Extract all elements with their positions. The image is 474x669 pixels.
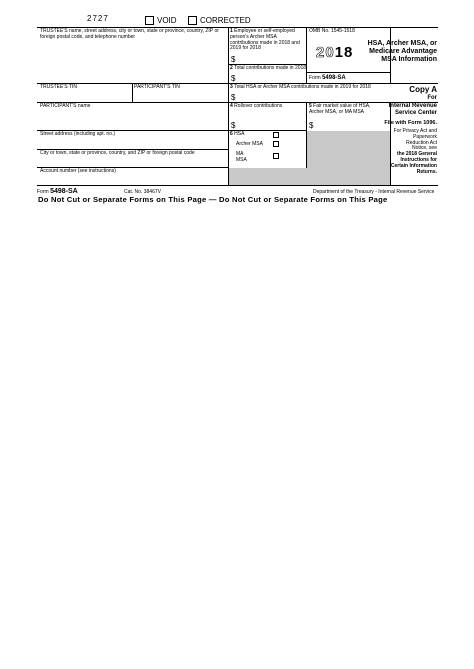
box6-archer-label: Archer MSA <box>236 141 263 147</box>
copy-notice-1: For Privacy Act and <box>393 128 437 134</box>
ma-msa-checkbox[interactable] <box>273 153 279 159</box>
copy-notice-4: Notice, see <box>411 145 437 152</box>
box4-number: 4 <box>230 103 233 109</box>
hsa-checkbox[interactable] <box>273 132 279 138</box>
footer-warning: Do Not Cut or Separate Forms on This Page — Do Not Cut or Separate Forms on This Page <box>38 195 388 204</box>
footer-form-prefix: Form <box>37 189 51 195</box>
omb-number: OMB No. 1545-1518 <box>309 28 355 34</box>
rule-form-name <box>306 72 390 73</box>
omb-form-number: 5498-SA <box>322 75 346 81</box>
box6-number: 6 <box>230 131 233 137</box>
box1-label: Employee or self-employed person's Archer MSA contributions made in 2018 and 2019 for 2018 <box>230 28 300 52</box>
copy-notice-7: Certain Information <box>390 162 437 169</box>
archer-msa-checkbox[interactable] <box>273 141 279 147</box>
box2 <box>230 66 310 72</box>
rule-v2 <box>306 27 307 83</box>
copy-for: For <box>427 95 437 101</box>
city-label: City or town, state or province, country, and ZIP or foreign postal code <box>40 150 195 156</box>
box1 <box>230 29 304 52</box>
box3 <box>230 85 371 91</box>
participant-tin-label: PARTICIPANT'S TIN <box>134 84 180 90</box>
trustee-tin-text: TRUSTEE'S TIN <box>40 84 77 90</box>
copy-notice-6: Instructions for <box>400 156 437 163</box>
box3-dollar: $ <box>231 93 236 102</box>
form-title <box>361 40 437 64</box>
trustee-tin-label <box>40 85 77 91</box>
box4 <box>230 104 282 110</box>
title-line2: Medicare Advantage <box>369 48 437 55</box>
corrected-label: CORRECTED <box>200 16 251 25</box>
box6-ma-label: MA MSA <box>236 151 247 163</box>
omb-form-name <box>309 75 346 82</box>
footer-cat-no: Cat. No. 38467V <box>124 189 161 195</box>
box1-number: 1 <box>230 28 233 34</box>
rule-v1 <box>228 27 229 186</box>
footer-department: Department of the Treasury - Internal Revenue Service <box>313 189 435 195</box>
omb-form-prefix: Form <box>309 75 323 81</box>
footer-form-number: 5498-SA <box>50 188 78 195</box>
box6-hsa <box>230 132 244 138</box>
copy-notice-5: the 2018 General <box>396 151 437 158</box>
copy-irs-line2: Service Center <box>394 110 437 116</box>
box2-dollar: $ <box>231 74 236 83</box>
corrected-checkbox[interactable] <box>188 16 197 25</box>
box4-dollar: $ <box>231 121 236 130</box>
box6-hsa-label: HSA <box>234 131 245 137</box>
street-label: Street address (including apt. no.) <box>40 131 116 137</box>
copy-notice-8: Returns. <box>416 168 437 175</box>
trustee-label: TRUSTEE'S name, street address, city or town, state or province, country, ZIP or foreign postal code, and telephone number <box>40 28 219 40</box>
copy-irs-line1: Internal Revenue <box>388 103 437 109</box>
copy-a-block <box>361 85 437 175</box>
box3-number: 3 <box>230 84 233 90</box>
box2-number: 2 <box>230 65 233 71</box>
year-suffix: 18 <box>334 44 354 61</box>
copy-file-with: File with Form 1096. <box>384 120 437 126</box>
copy-notice-3: Reduction Act <box>406 139 437 146</box>
void-checkbox[interactable] <box>145 16 154 25</box>
tax-year <box>316 44 353 61</box>
year-prefix: 20 <box>316 44 335 61</box>
rule-tin-split <box>132 83 133 102</box>
box4-label: Rollover contributions <box>234 103 283 109</box>
box2-label: Total contributions made in 2018 <box>234 65 307 71</box>
void-label: VOID <box>157 16 177 25</box>
copy-title: Copy A <box>409 85 437 94</box>
box5-dollar: $ <box>309 121 314 130</box>
rule-bottom <box>37 185 438 186</box>
title-line3: MSA Information <box>381 56 437 63</box>
copy-notice-2: Paperwork <box>413 133 437 140</box>
title-line1: HSA, Archer MSA, or <box>367 40 437 47</box>
box5-number: 5 <box>309 103 312 109</box>
participant-name-label: PARTICIPANT'S name <box>40 103 91 109</box>
box5-label: Fair market value of HSA, Archer MSA, or MA MSA <box>309 103 371 115</box>
account-label: Account number (see instructions) <box>40 168 116 174</box>
box1-dollar: $ <box>231 55 236 64</box>
form-code: 2727 <box>87 14 109 23</box>
box3-label: Total HSA or Archer MSA contributions made in 2019 for 2018 <box>234 84 371 90</box>
